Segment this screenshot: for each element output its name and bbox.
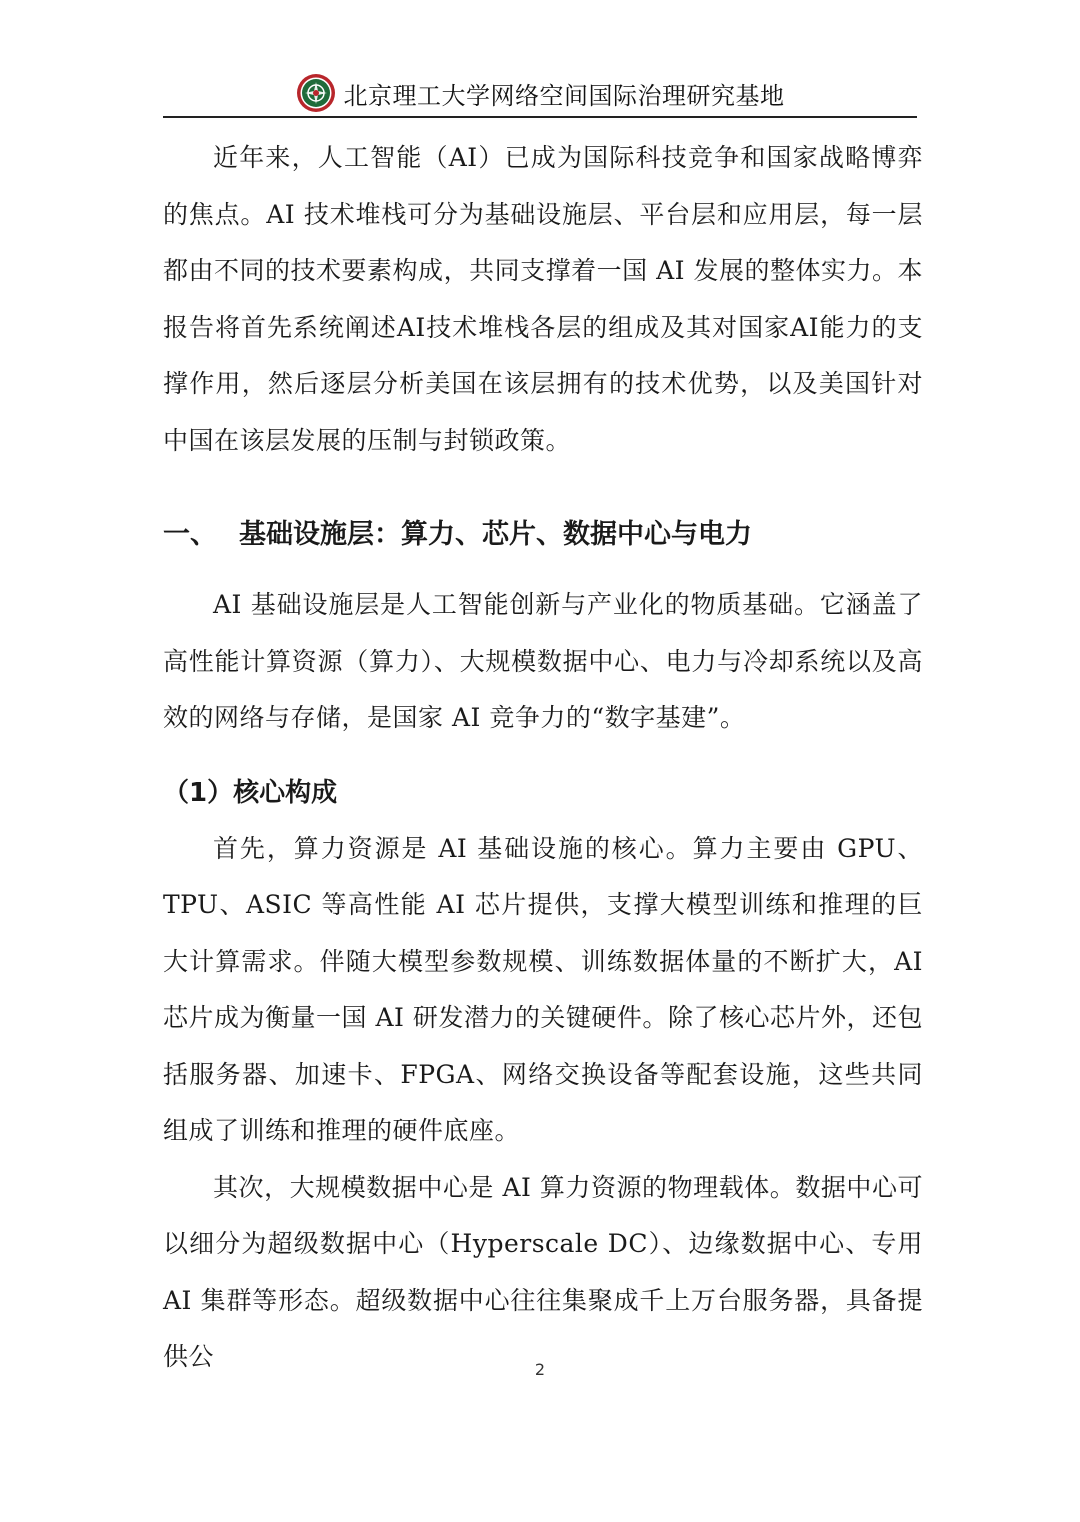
university-seal-icon — [296, 73, 336, 113]
intro-paragraph: 近年来，人工智能（AI）已成为国际科技竞争和国家战略博弈的焦点。AI 技术堆栈可分为基础设施层、平台层和应用层，每一层都由不同的技术要素构成，共同支撑着一国 AI 发展的整体实力。本报告将首先系统阐述AI技术堆栈各层的组成及其对国家AI能力的支撑作用，然后逐层分析美国在该层拥有的技术优势，以及美国针对中国在该层发展的压制与封锁政策。 — [163, 143, 923, 455]
compute-paragraph: 首先，算力资源是 AI 基础设施的核心。算力主要由 GPU、TPU、ASIC 等高性能 AI 芯片提供，支撑大模型训练和推理的巨大计算需求。伴随大模型参数规模、训练数据体量的不断扩大，AI 芯片成为衡量一国 AI 研发潜力的关键硬件。除了核心芯片外，还包括服务器、加速卡、FPGA、网络交换设备等配套设施，这些共同组成了训练和推理的硬件底座。 — [163, 833, 923, 1145]
section-number: 一、 — [163, 519, 217, 550]
section-title: 基础设施层：算力、芯片、数据中心与电力 — [239, 519, 752, 550]
page-number: 2 — [534, 1360, 546, 1379]
page-header — [163, 70, 917, 116]
infrastructure-intro-paragraph: AI 基础设施层是人工智能创新与产业化的物质基础。它涵盖了高性能计算资源（算力）、大规模数据中心、电力与冷却系统以及高效的网络与存储，是国家 AI 竞争力的“数字基建”。 — [163, 590, 923, 732]
section-heading — [163, 515, 923, 555]
datacenter-paragraph: 其次，大规模数据中心是 AI 算力资源的物理载体。数据中心可以细分为超级数据中心（Hyperscale DC）、边缘数据中心、专用 AI 集群等形态。超级数据中心往往集聚成千上万台服务器，具备提供公 — [163, 1172, 923, 1371]
document-body — [163, 130, 923, 1386]
header-title: 北京理工大学网络空间国际治理研究基地 — [343, 81, 785, 110]
header-divider — [163, 116, 917, 118]
subsection-heading: （1）核心构成 — [163, 777, 338, 808]
